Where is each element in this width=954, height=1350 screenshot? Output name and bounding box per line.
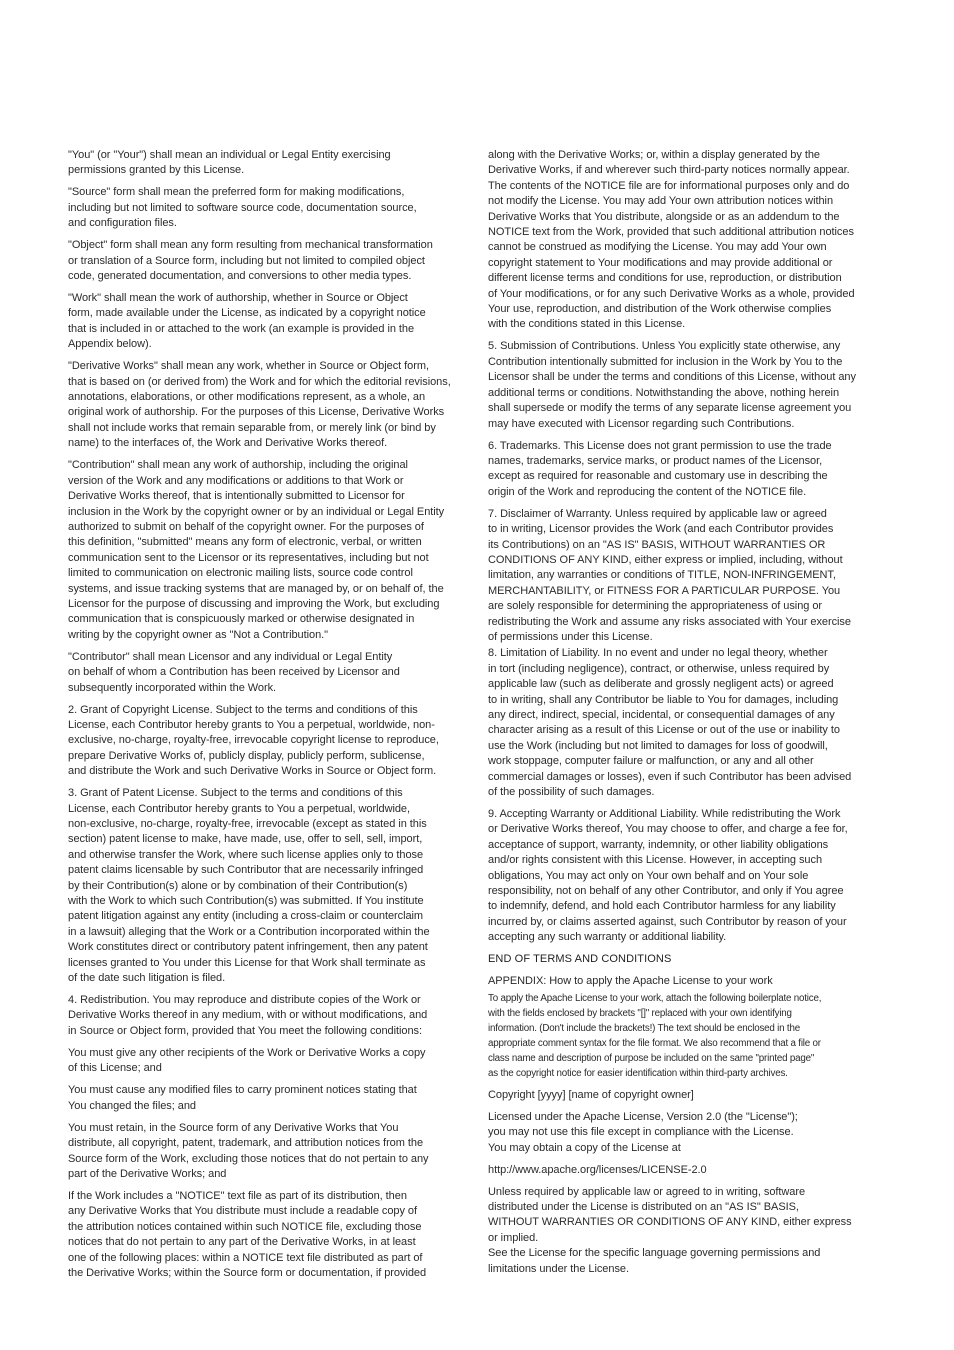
section-submission: 5. Submission of Contributions. Unless You explicitly state otherwise, any Contribution intentionally submitted for inclusion in the Work by You to the Licensor shall be under the terms and conditions of this License, without any additional terms or conditions. Notwithstanding the above, nothing herein shall supersede or modify the terms of any separate license agreement you may have executed with Licensor regarding such Contributions. <box>488 340 856 430</box>
definition-work: "Work" shall mean the work of authorship, whether in Source or Object form, made available under the License, as indicated by a copyright notice that is included in or attached to the work (an example is provided in the Appendix below). <box>68 292 426 351</box>
definition-you: "You" (or "Your") shall mean an individual or Legal Entity exercising permissions granted by this License. <box>68 149 391 177</box>
section-trademarks: 6. Trademarks. This License does not grant permission to use the trade names, trademarks, service marks, or product names of the Licensor, except as required for reasonable and customary use in describing the origin of the Work and reproducing the content of the NOTICE file. <box>488 439 832 498</box>
licensed-line-1: Licensed under the Apache License, Version 2.0 (the "License"); <box>488 1110 798 1123</box>
redistribution-condition-b: You must cause any modified files to carry prominent notices stating that You changed the files; and <box>68 1084 417 1112</box>
section-limitation: 8. Limitation of Liability. In no event and under no legal theory, whether in tort (including negligence), contract, or otherwise, unless required by applicable law (such as deliberate and grossly negligent acts) or agreed to in writing, shall any Contributor be liable to You for damages, including any direct, indirect, special, incidental, or consequential damages of any character arising as a result of this License or out of the use or inability to use the Work (including but not limited to damages for loss of goodwill, work stoppage, computer failure or malfunction, or any and all other commercial damages or losses), even if such Contributor has been advised of the possibility of such damages. <box>488 647 852 799</box>
unless-line-2: distributed under the License is distributed on an "AS IS" BASIS, <box>488 1201 799 1214</box>
redistribution-condition-c: You must retain, in the Source form of any Derivative Works that You distribute, all copyright, patent, trademark, and attribution notices from the Source form of the Work, excluding those notices that do not pertain to any part of the Derivative Works; and <box>68 1121 429 1180</box>
section-disclaimer: 7. Disclaimer of Warranty. Unless required by applicable law or agreed to in writing, Licensor provides the Work (and each Contributor provides its Contributions) on an "AS IS" BASIS, WITHOUT WARRANTIES OR CONDITIONS OF ANY KIND, either express or implied, including, without limitation, any warranties or conditions of TITLE, NON-INFRINGEMENT, MERCHANTABILITY, or FITNESS FOR A PARTICULAR PURPOSE. You are solely responsible for determining the appropriateness of using or redistributing the Work and assume any risks associated with Your exercise of permissions under this License. <box>488 507 851 643</box>
section-accepting-warranty: 9. Accepting Warranty or Additional Liability. While redistributing the Work or Derivative Works thereof, You may choose to offer, and charge a fee for, acceptance of support, warranty, indemnity, or other liability obligations and/or rights consistent with this License. However, in accepting such obligations, You may act only on Your own behalf and on Your sole responsibility, not on behalf of any other Contributor, and only if You agree to indemnify, defend, and hold each Contributor harmless for any liability incurred by, or claims asserted against, such Contributor by reason of your accepting any such warranty or additional liability. <box>488 808 848 944</box>
notice-continuation: along with the Derivative Works; or, within a display generated by the Derivative Works, if and wherever such third-party notices normally appear. The contents of the NOTICE file are for informational purposes only and do not modify the License. You may add Your own attribution notices within Derivative Works that You distribute, alongside or as an addendum to the NOTICE text from the Work, provided that such additional attribution notices cannot be construed as modifying the License. You may add Your own copyright statement to Your modifications and may provide additional or different license terms and conditions for use, reproduction, or distribution of Your modifications, or for any such Derivative Works as a whole, provided Your use, reproduction, and distribution of the Work otherwise complies with the conditions stated in this License. <box>488 149 855 331</box>
definition-contribution: "Contribution" shall mean any work of authorship, including the original version of the Work and any modifications or additions to that Work or Derivative Works thereof, that is intentionally submitted to Licensor for inclusion in the Work by the copyright owner or by an individual or Legal Entity authorized to submit on behalf of the copyright owner. For the purposes of this definition, "submitted" means any form of electronic, verbal, or written communication sent to the Licensor or its representatives, including but not limited to communication on electronic mailing lists, source code control systems, and issue tracking systems that are managed by, or on behalf of, the Licensor for the purpose of discussing and improving the Work, but excluding communication that is conspicuously marked or otherwise designated in writing by the copyright owner as "Not a Contribution." <box>68 459 445 641</box>
right-column <box>488 148 886 1277</box>
definition-contributor: "Contributor" shall mean Licensor and any individual or Legal Entity on behalf of whom a Contribution has been received by Licensor and subsequently incorporated within the Work. <box>68 650 400 694</box>
appendix-heading: APPENDIX: How to apply the Apache License to your work <box>488 975 773 988</box>
licensed-line-2: you may not use this file except in compliance with the License. <box>488 1126 794 1139</box>
section-redistribution: 4. Redistribution. You may reproduce and distribute copies of the Work or Derivative Works thereof in any medium, with or without modifications, and in Source or Object form, provided that You meet the following conditions: <box>68 994 428 1037</box>
definition-object: "Object" form shall mean any form resulting from mechanical transformation or translation of a Source form, including but not limited to compiled object code, generated documentation, and conversions to other media types. <box>68 239 433 283</box>
section-patent-license: 3. Grant of Patent License. Subject to the terms and conditions of this License, each Contributor hereby grants to You a perpetual, worldwide, non-exclusive, no-charge, royalty-free, irrevocable (except as stated in this section) patent license to make, have made, use, offer to sell, sell, import, and otherwise transfer the Work, where such license applies only to those patent claims licensable by such Contributor that are necessarily infringed by their Contribution(s) alone or by combination of their Contribution(s) with the Work to which such Contribution(s) was submitted. If You institute patent litigation against any entity (including a cross-claim or counterclaim in a lawsuit) alleging that the Work or a Contribution incorporated within the Work constitutes direct or contributory patent infringement, then any patent licenses granted to You under this License for that Work shall terminate as of the date such litigation is filed. <box>68 787 430 985</box>
unless-line-1: Unless required by applicable law or agreed to in writing, software <box>488 1185 806 1198</box>
redistribution-condition-d: If the Work includes a "NOTICE" text file as part of its distribution, then any Derivative Works that You distribute must include a readable copy of the attribution notices contained within such NOTICE file, excluding those notices that do not pertain to any part of the Derivative Works, in at least one of the following places: within a NOTICE text file distributed as part of the Derivative Works; within the Source form or documentation, if provided <box>68 1189 427 1279</box>
definition-derivative-works: "Derivative Works" shall mean any work, whether in Source or Object form, that is based on (or derived from) the Work and for which the editorial revisions, annotations, elaborations, or other modifications represent, as a whole, an original work of authorship. For the purposes of this License, Derivative Works shall not include works that remain separable from, or merely link (or bind by name) to the interfaces of, the Work and Derivative Works thereof. <box>68 360 451 450</box>
licensed-line-3: You may obtain a copy of the License at <box>488 1141 681 1154</box>
redistribution-condition-a: You must give any other recipients of the Work or Derivative Works a copy of this License; and <box>68 1046 426 1075</box>
appendix-body: To apply the Apache License to your work, attach the following boilerplate notice, with the fields enclosed by brackets "[]" replaced with your own identifying information. (Don't include the brackets!) The text should be enclosed in the appropriate comment syntax for the file format. We also recommend that a file or class name and description of purpose be included on the same "printed page" as the copyright notice for easier identification within third-party archives. <box>488 992 822 1080</box>
license-url: http://www.apache.org/licenses/LICENSE-2.0 <box>488 1163 707 1176</box>
definition-source: "Source" form shall mean the preferred form for making modifications, including but not limited to software source code, documentation source, and configuration files. <box>68 186 417 230</box>
unless-line-3: WITHOUT WARRANTIES OR CONDITIONS OF ANY KIND, either express or implied. See the License for the specific language governing permissions and limitations under the License. <box>488 1216 852 1275</box>
end-of-terms-heading: END OF TERMS AND CONDITIONS <box>488 953 672 966</box>
section-copyright-license: 2. Grant of Copyright License. Subject to the terms and conditions of this License, each Contributor hereby grants to You a perpetual, worldwide, non- exclusive, no-charge, royalty-free, irrevocable copyright license to reproduce, prepare Derivative Works of, publicly display, publicly perform, sublicense, and distribute the Work and such Derivative Works in Source or Object form. <box>68 703 439 778</box>
left-column <box>68 148 466 1288</box>
copyright-line: Copyright [yyyy] [name of copyright owner] <box>488 1088 694 1101</box>
